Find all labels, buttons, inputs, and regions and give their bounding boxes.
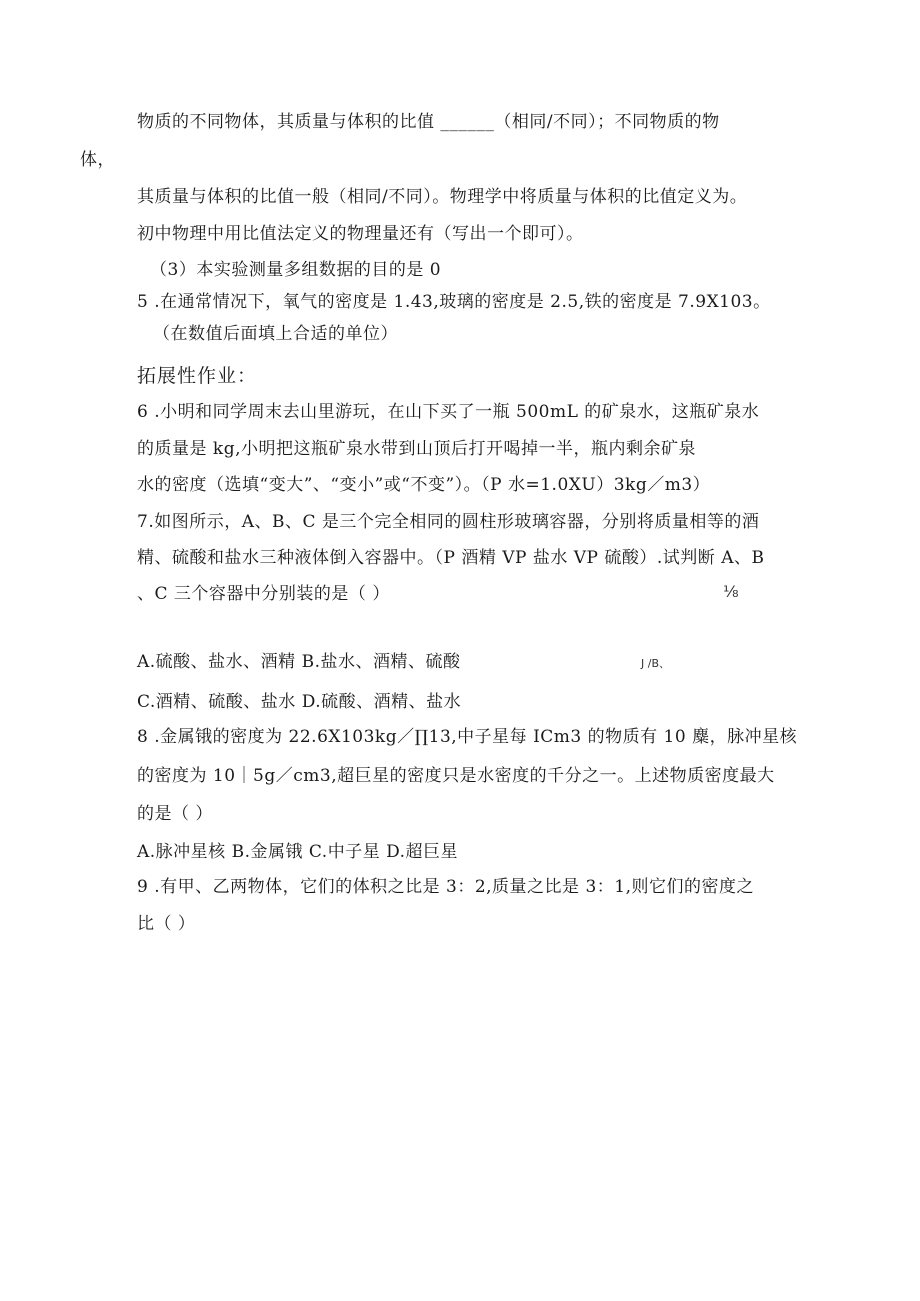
paragraph-line: 初中物理中用比值法定义的物理量还有（写出一个即可）。 bbox=[137, 224, 584, 244]
question-9-line: 比（ ） bbox=[137, 914, 196, 934]
question-7-options: C.酒精、硫酸、盐水 D.硫酸、酒精、盐水 bbox=[137, 692, 462, 712]
question-7: 7.如图所示，A、B、C 是三个完全相同的圆柱形玻璃容器，分别将质量相等的酒 bbox=[137, 512, 760, 532]
question-5: 5 .在通常情况下，氧气的密度是 1.43,玻璃的密度是 2.5,铁的密度是 7.9X103。 bbox=[137, 292, 771, 312]
paragraph-line: 物质的不同物体，其质量与体积的比值 ______（相同/不同）；不同物质的物 bbox=[137, 112, 720, 132]
question-8-options: A.脉冲星核 B.金属锇 C.中子星 D.超巨星 bbox=[137, 842, 459, 862]
section-heading: 拓展性作业： bbox=[137, 365, 258, 387]
paragraph-line: 其质量与体积的比值一般（相同/不同）。物理学中将质量与体积的比值定义为。 bbox=[137, 187, 748, 207]
question-7-options: A.硫酸、盐水、酒精 B.盐水、酒精、硫酸 bbox=[137, 652, 461, 672]
question-7-line: 精、硫酸和盐水三种液体倒入容器中。（P 酒精 VP 盐水 VP 硫酸）.试判断 A、B bbox=[137, 548, 765, 568]
question-7-line: 、C 三个容器中分别装的是（ ） bbox=[137, 584, 390, 604]
question-8: 8 .金属锇的密度为 22.6X103kg／∏13,中子星每 ICm3 的物质有 10 麋，脉冲星核 bbox=[137, 727, 798, 747]
question-5-note: （在数值后面填上合适的单位） bbox=[153, 324, 398, 344]
question-8-line: 的密度为 10｜5g／cm3,超巨星的密度只是水密度的千分之一。上述物质密度最大 bbox=[137, 766, 775, 786]
question-6-line: 的质量是 kg,小明把这瓶矿泉水带到山顶后打开喝掉一半，瓶内剩余矿泉 bbox=[137, 439, 696, 459]
question-9: 9 .有甲、乙两物体，它们的体积之比是 3：2,质量之比是 3：1,则它们的密度之 bbox=[137, 877, 755, 897]
question-6: 6 .小明和同学周末去山里游玩，在山下买了一瓶 500mL 的矿泉水，这瓶矿泉水 bbox=[137, 402, 760, 422]
question-8-line: 的是（ ） bbox=[137, 804, 213, 824]
question-3: （3）本实验测量多组数据的目的是 0 bbox=[150, 260, 442, 280]
figure-mark: ⅛ bbox=[723, 582, 739, 601]
paragraph-line: 体， bbox=[80, 150, 115, 170]
figure-mark: J /B、 bbox=[641, 657, 670, 670]
question-6-line: 水的密度（选填“变大”、“变小”或“不变”）。（P 水=1.0XU）3kg／m3） bbox=[137, 475, 711, 495]
